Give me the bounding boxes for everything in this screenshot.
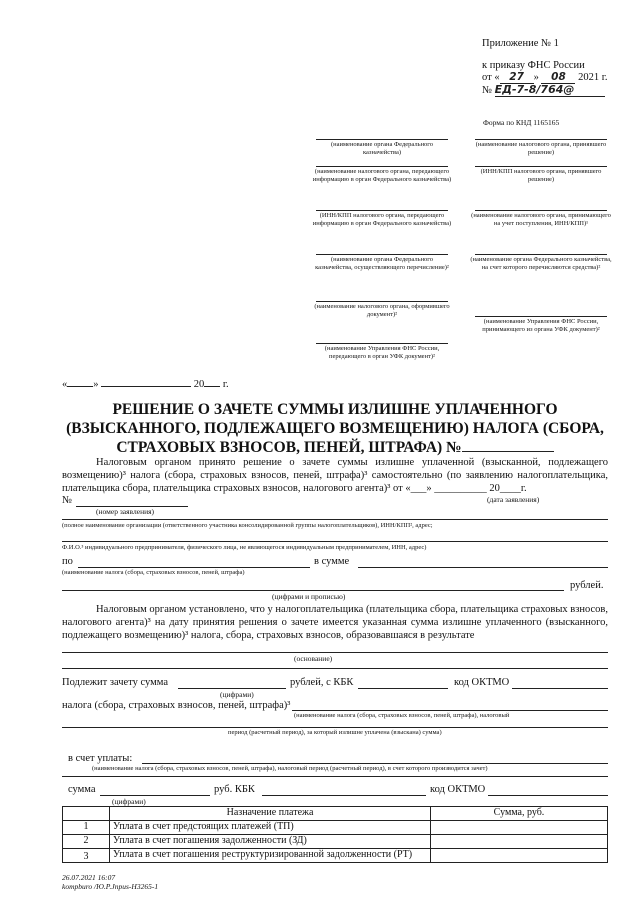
subject-sum-line — [178, 688, 286, 689]
addr-left-caption-5: (наименование налогового органа, оформившего документ)² — [314, 303, 450, 318]
addr-left-line-5 — [316, 301, 448, 302]
addr-left-line-3 — [316, 210, 448, 211]
po-line — [78, 567, 310, 568]
table-row — [63, 849, 608, 863]
date-month-blank — [101, 386, 191, 387]
order-year: 2021 г. — [578, 72, 608, 83]
table-row-sum — [431, 821, 608, 835]
decision-date-line — [62, 379, 282, 390]
basis-line — [62, 652, 608, 653]
addr-right-line-3 — [475, 210, 607, 211]
sum-oktmo: код ОКТМО — [430, 784, 486, 795]
addr-right-caption-2: (ИНН/КПП налогового органа, принявшего решение) — [480, 168, 602, 183]
caption-application-number: (номер заявления) — [96, 507, 155, 516]
addr-right-caption-3: (наименование налогового органа, принимающего на учет поступления, ИНН/КПП)¹ — [471, 212, 611, 227]
subject-label: Подлежит зачету сумма — [62, 677, 169, 688]
sum-oktmo-line — [488, 795, 608, 796]
form-code: Форма по КНД 1165165 — [483, 118, 560, 127]
date-g: г. — [222, 379, 229, 390]
subject-oktmo: код ОКТМО — [454, 677, 510, 688]
table-row — [63, 821, 608, 835]
addr-left-caption-3: (ИНН/КПП налогового органа, передающего информацию в орган Федерального казначейства) — [312, 212, 452, 227]
sum-value-line — [100, 795, 210, 796]
table-row-num: 2 — [63, 835, 110, 849]
addr-left-line-1 — [316, 139, 448, 140]
caption-fio: Ф.И.О.³ индивидуального предпринимателя, физического лица, не являющегося индивидуальным предпринимателем, ИНН, адрес) — [62, 544, 427, 551]
caption-application-date: (дата заявления) — [487, 495, 540, 504]
org-line — [62, 519, 608, 520]
payment-label: в счет уплаты: — [68, 753, 133, 764]
table-header-row — [63, 807, 608, 821]
caption-tax-name: (наименование налога (сбора, страховых взносов, пеней, штрафа) — [62, 569, 245, 576]
addr-right-caption-5: (наименование Управления ФНС России, принимающего из органа УФК документ)² — [482, 318, 600, 333]
title-text: РЕШЕНИЕ О ЗАЧЕТЕ СУММЫ ИЗЛИШНЕ УПЛАЧЕННОГО (ВЗЫСКАННОГО, ПОДЛЕЖАЩЕГО ВОЗМЕЩЕНИЮ) НАЛОГА (СБОРА, СТРАХОВЫХ ВЗНОСОВ, ПЕНЕЙ, ШТРАФА) № — [66, 401, 604, 456]
date-quote-open: « — [62, 379, 68, 390]
table-row-text: Уплата в счет погашения реструктуризированной задолженности (РТ) — [110, 849, 431, 863]
period-line — [62, 727, 608, 728]
table-row-num: 3 — [63, 849, 110, 863]
document-title — [62, 400, 608, 457]
rubles-end: рублей. — [570, 580, 604, 591]
in-sum-label: в сумме — [314, 556, 350, 567]
caption-digits: (цифрами) — [220, 690, 254, 699]
addr-right-line-2 — [475, 166, 607, 167]
table-row-text: Уплата в счет предстоящих платежей (ТП) — [110, 821, 431, 835]
addr-left-caption-1: (наименование органа Федерального казначейства) — [330, 141, 434, 156]
order-number-line — [482, 83, 612, 97]
table-row-num: 1 — [63, 821, 110, 835]
payment-line-2 — [62, 776, 608, 777]
table-header-sum: Сумма, руб. — [431, 807, 608, 821]
sum-words-line — [62, 590, 564, 591]
paragraph-1: Налоговым органом принято решение о зачете суммы излишне уплаченной (взысканной, подлежащего возмещению)³ налога (сбора, страховых взносов, пеней, штрафа)³ самостоятельно (по заявлению налогоплательщика, плательщика сбора, плательщика страховых взносов, налогового агента)³ от «___» __________ 20____г. — [62, 457, 608, 494]
table-row-text: Уплата в счет погашения задолженности (ЗД) — [110, 835, 431, 849]
date-day-blank — [67, 386, 93, 387]
subject-kbk-line — [358, 688, 448, 689]
order-day: 27 — [500, 71, 534, 84]
from-prefix: от « — [482, 72, 500, 83]
addr-right-caption-4: (наименование органа Федерального казначейства, на счет которого перечисляются средства)² — [470, 256, 612, 271]
sum-label: сумма — [68, 784, 96, 795]
no-label: № — [62, 495, 73, 506]
caption-organization: (полное наименование организации (ответственного участника консолидированной группы налогоплательщиков), ИНН/КПП², адрес; — [62, 522, 433, 529]
caption-period: период (расчетный период), за который излишне уплачена (взыскана) сумма) — [228, 729, 442, 736]
order-date-line: от « 27 » 08 2021 г. — [482, 71, 608, 83]
footer-date: 26.07.2021 16:07 — [62, 873, 116, 882]
payment-line — [142, 763, 608, 764]
addr-left-line-2 — [316, 166, 448, 167]
date-quote-close: » — [93, 379, 99, 390]
addr-right-line-4 — [475, 254, 607, 255]
caption-tax-name-2: (наименование налога (сбора, страховых взносов, пеней, штрафа), налоговый — [294, 712, 510, 719]
paragraph-2: Налоговым органом установлено, что у налогоплательщика (плательщика сбора, плательщика страховых взносов, налогового агента)³ на дату принятия решения о зачете имеется указанная сумма излишне уплаченного (взысканного, подлежащего возмещению)³ налога, сбора, страховых взносов, образовавшаяся в результате — [62, 604, 608, 641]
caption-digits-2: (цифрами) — [112, 797, 146, 806]
caption-digits-words: (цифрами и прописью) — [272, 592, 346, 601]
basis-line-2 — [62, 668, 608, 669]
fio-line-top — [62, 541, 608, 542]
table-header-name: Назначение платежа — [110, 807, 431, 821]
sum-rub-kbk: руб. КБК — [214, 784, 255, 795]
date-year: 20 — [193, 379, 205, 390]
title-number-blank — [462, 451, 554, 452]
table-row — [63, 835, 608, 849]
footer-file: kompburo /Ю.Р.Jnpus-Н3265-1 — [62, 882, 159, 891]
order-month: 08 — [541, 71, 575, 84]
subject-oktmo-line — [512, 688, 608, 689]
order-number: ЕД-7-8/764@ — [495, 83, 605, 97]
addr-right-line-1 — [475, 139, 607, 140]
addr-left-caption-6: (наименование Управления ФНС России, передающего в орган УФК документ)² — [324, 345, 440, 360]
po-label: по — [62, 556, 73, 567]
date-year-blank — [204, 386, 220, 387]
addr-left-line-6 — [316, 343, 448, 344]
tax-line-label: налога (сбора, страховых взносов, пеней, штрафа)³ — [62, 700, 291, 711]
addr-right-caption-1: (наименование налогового органа, принявшего решение) — [475, 141, 607, 156]
appendix-label: Приложение № 1 — [482, 38, 559, 49]
in-sum-line — [358, 567, 608, 568]
table-row-sum — [431, 849, 608, 863]
addr-right-line-5 — [475, 316, 607, 317]
addr-left-caption-4: (наименование органа Федерального казначейства, осуществляющего перечисление)² — [315, 256, 449, 271]
table-header-num — [63, 807, 110, 821]
payment-table — [62, 806, 608, 863]
num-prefix: № — [482, 85, 493, 96]
table-row-sum — [431, 835, 608, 849]
addr-left-caption-2: (наименование налогового органа, передающего информацию в орган Федерального казначейства) — [312, 168, 452, 183]
caption-basis: (основание) — [294, 654, 333, 663]
subject-rub-kbk: рублей, с КБК — [290, 677, 354, 688]
order-line: к приказу ФНС России — [482, 60, 585, 71]
tax-line — [292, 710, 608, 711]
caption-payment: (наименование налога (сбора, страховых взносов, пеней, штрафа), налоговый период (расчетный период), в счет которого производится зачет) — [92, 765, 488, 772]
addr-left-line-4 — [316, 254, 448, 255]
sum-kbk-line — [262, 795, 426, 796]
